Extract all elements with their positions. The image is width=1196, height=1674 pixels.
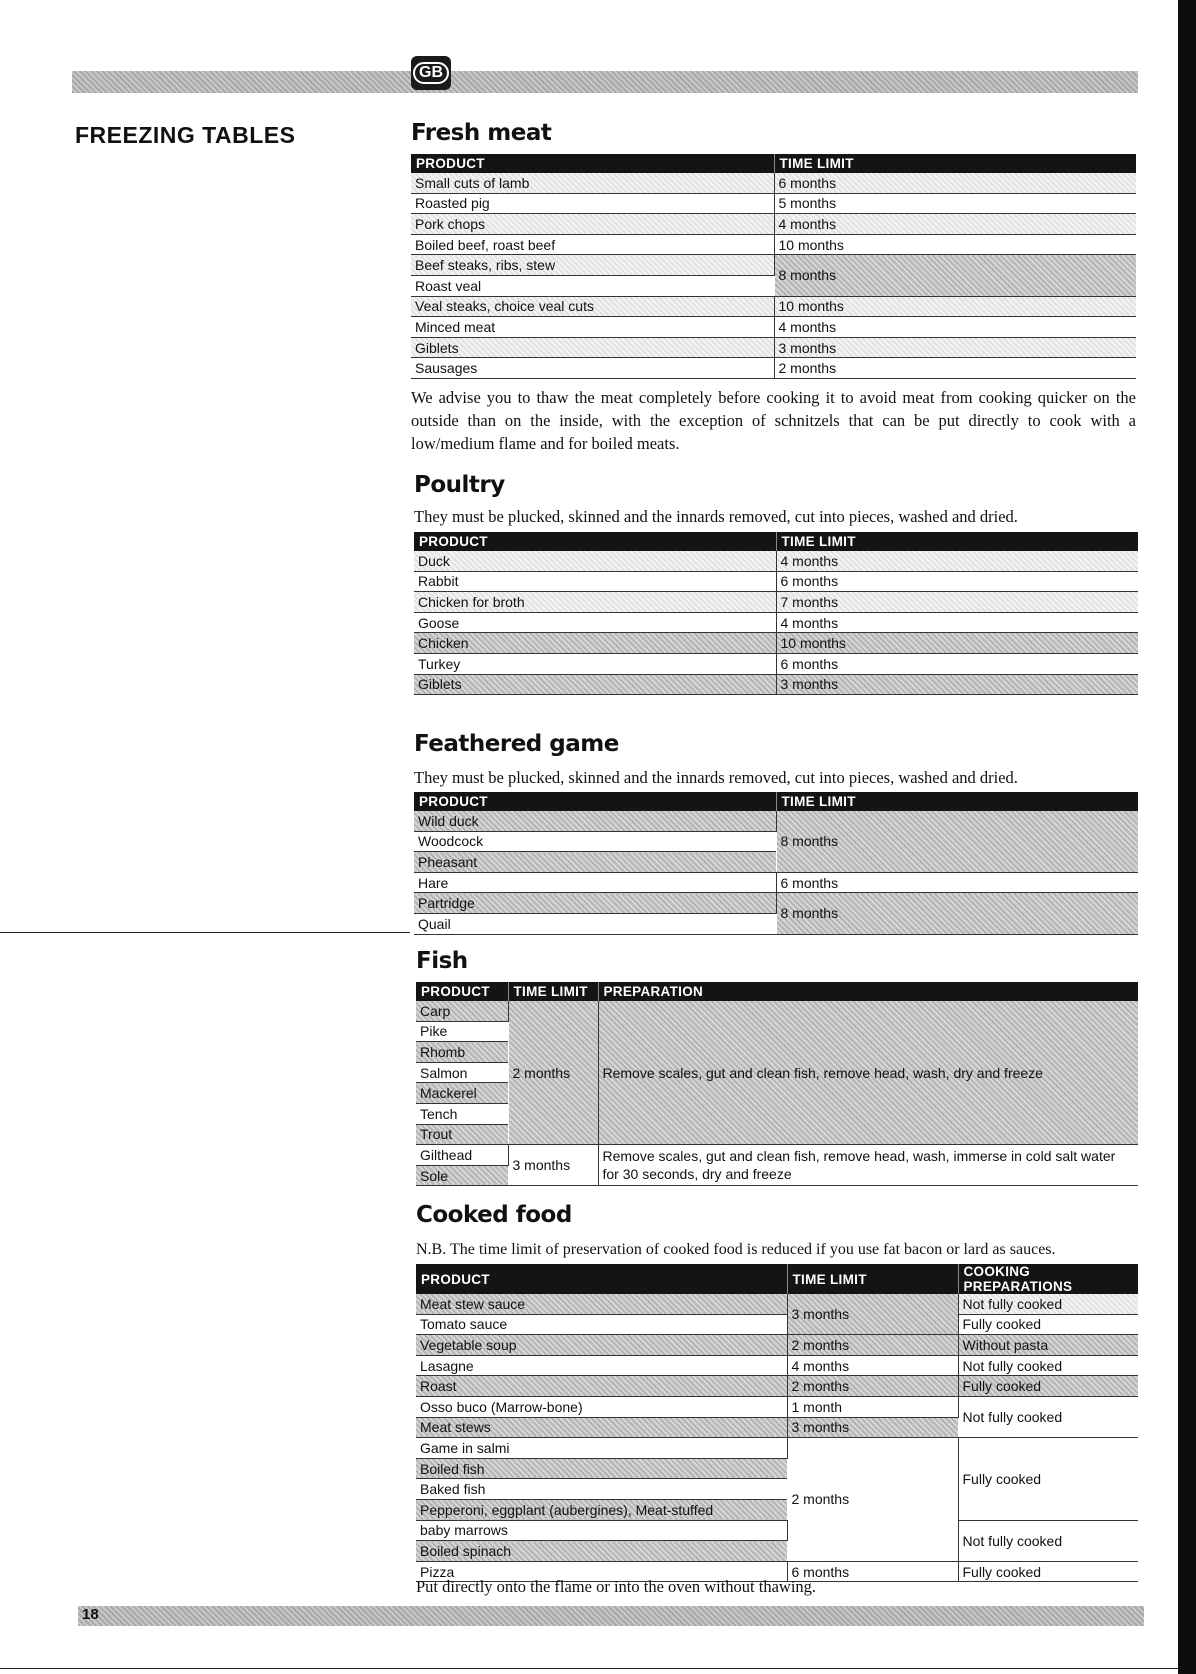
time-cell: 3 months bbox=[508, 1145, 598, 1186]
header-cell: TIME LIMIT bbox=[787, 1264, 958, 1294]
time-cell: 4 months bbox=[787, 1355, 958, 1376]
time-cell: 4 months bbox=[776, 612, 1138, 633]
time-cell: 2 months bbox=[787, 1376, 958, 1397]
product-cell: Pepperoni, eggplant (aubergines), Meat-stuffed bbox=[416, 1499, 787, 1520]
feathered-game-table bbox=[414, 792, 1138, 935]
product-cell: Pork chops bbox=[411, 214, 774, 235]
time-cell: 8 months bbox=[776, 811, 1138, 872]
product-cell: Giblets bbox=[414, 674, 776, 695]
product-cell: Woodcock bbox=[414, 831, 776, 852]
bottom-rule bbox=[0, 1668, 1178, 1669]
cooked-food-intro: N.B. The time limit of preservation of cooked food is reduced if you use fat bacon or lard as sauces. bbox=[416, 1241, 1056, 1258]
fresh-meat-title: Fresh meat bbox=[411, 120, 552, 146]
product-cell: Quail bbox=[414, 913, 776, 934]
fresh-meat-note: We advise you to thaw the meat completely before cooking it to avoid meat from cooking quicker on the outside than on the inside, with the exception of schnitzels that can be put directly to cook with a low/medium flame and for boiled meats. bbox=[411, 388, 1136, 453]
time-cell: 8 months bbox=[774, 255, 1136, 296]
cooked-food-table bbox=[416, 1264, 1138, 1582]
time-cell: 2 months bbox=[774, 358, 1136, 379]
prep-cell: Fully cooked bbox=[958, 1561, 1138, 1582]
poultry-intro: They must be plucked, skinned and the innards removed, cut into pieces, washed and dried. bbox=[414, 507, 1018, 526]
time-cell: 10 months bbox=[776, 633, 1138, 654]
time-cell: 10 months bbox=[774, 234, 1136, 255]
product-cell: Sausages bbox=[411, 358, 774, 379]
product-cell: Trout bbox=[416, 1124, 508, 1145]
time-cell: 4 months bbox=[774, 214, 1136, 235]
product-cell: Chicken for broth bbox=[414, 592, 776, 613]
horizontal-rule bbox=[0, 932, 410, 933]
time-cell: 6 months bbox=[774, 173, 1136, 193]
product-cell: Partridge bbox=[414, 893, 776, 914]
product-cell: Mackerel bbox=[416, 1083, 508, 1104]
time-cell: 6 months bbox=[787, 1561, 958, 1582]
feathered-game-intro: They must be plucked, skinned and the innards removed, cut into pieces, washed and dried. bbox=[414, 768, 1018, 787]
side-title: FREEZING TABLES bbox=[75, 122, 296, 148]
product-cell: Sole bbox=[416, 1165, 508, 1186]
cooked-food-title: Cooked food bbox=[416, 1202, 572, 1228]
product-cell: Minced meat bbox=[411, 317, 774, 338]
fish-table bbox=[416, 982, 1138, 1186]
header-cell: TIME LIMIT bbox=[774, 154, 1136, 173]
product-cell: Tench bbox=[416, 1103, 508, 1124]
header-cell: TIME LIMIT bbox=[776, 532, 1138, 551]
product-cell: Boiled spinach bbox=[416, 1541, 787, 1562]
header-bar bbox=[72, 71, 1138, 93]
product-cell: Veal steaks, choice veal cuts bbox=[411, 296, 774, 317]
product-cell: Tomato sauce bbox=[416, 1314, 787, 1335]
preparation-cell: Remove scales, gut and clean fish, remove head, wash, immerse in cold salt water for 30 seconds, dry and freeze bbox=[598, 1145, 1138, 1186]
cooked-food-footer: Put directly onto the flame or into the oven without thawing. bbox=[416, 1577, 817, 1596]
time-cell: 2 months bbox=[787, 1438, 958, 1562]
prep-cell: Fully cooked bbox=[958, 1376, 1138, 1397]
product-cell: Giblets bbox=[411, 337, 774, 358]
product-cell: baby marrows bbox=[416, 1520, 787, 1541]
feathered-game-title: Feathered game bbox=[414, 731, 619, 757]
time-cell: 8 months bbox=[776, 893, 1138, 934]
time-cell: 5 months bbox=[774, 193, 1136, 214]
prep-cell: Fully cooked bbox=[958, 1314, 1138, 1335]
header-cell: TIME LIMIT bbox=[508, 982, 598, 1001]
time-cell: 4 months bbox=[776, 551, 1138, 571]
footer-bar bbox=[78, 1606, 1144, 1626]
preparation-cell: Remove scales, gut and clean fish, remove head, wash, dry and freeze bbox=[598, 1001, 1138, 1145]
fresh-meat-table bbox=[411, 154, 1136, 379]
time-cell: 3 months bbox=[776, 674, 1138, 695]
product-cell: Roast bbox=[416, 1376, 787, 1397]
prep-cell: Not fully cooked bbox=[958, 1294, 1138, 1314]
product-cell: Hare bbox=[414, 872, 776, 893]
time-cell: 10 months bbox=[774, 296, 1136, 317]
prep-cell: Not fully cooked bbox=[958, 1396, 1138, 1437]
product-cell: Boiled fish bbox=[416, 1458, 787, 1479]
time-cell: 6 months bbox=[776, 571, 1138, 592]
product-cell: Pizza bbox=[416, 1561, 787, 1582]
product-cell: Gilthead bbox=[416, 1145, 508, 1166]
language-badge: GB bbox=[411, 56, 451, 90]
prep-cell: Fully cooked bbox=[958, 1438, 1138, 1520]
time-cell: 6 months bbox=[776, 872, 1138, 893]
header-cell: PREPARATION bbox=[598, 982, 1138, 1001]
product-cell: Roast veal bbox=[411, 275, 774, 296]
product-cell: Rhomb bbox=[416, 1042, 508, 1063]
header-cell: PRODUCT bbox=[416, 1264, 787, 1294]
product-cell: Vegetable soup bbox=[416, 1335, 787, 1356]
product-cell: Meat stews bbox=[416, 1417, 787, 1438]
poultry-title: Poultry bbox=[414, 472, 505, 498]
page-edge-bar bbox=[1178, 0, 1196, 1674]
product-cell: Roasted pig bbox=[411, 193, 774, 214]
product-cell: Osso buco (Marrow-bone) bbox=[416, 1396, 787, 1417]
product-cell: Carp bbox=[416, 1001, 508, 1021]
prep-cell: Not fully cooked bbox=[958, 1355, 1138, 1376]
poultry-table bbox=[414, 532, 1138, 695]
product-cell: Lasagne bbox=[416, 1355, 787, 1376]
product-cell: Small cuts of lamb bbox=[411, 173, 774, 193]
product-cell: Goose bbox=[414, 612, 776, 633]
product-cell: Duck bbox=[414, 551, 776, 571]
product-cell: Chicken bbox=[414, 633, 776, 654]
product-cell: Turkey bbox=[414, 653, 776, 674]
prep-cell: Without pasta bbox=[958, 1335, 1138, 1356]
header-cell: COOKING PREPARATIONS bbox=[958, 1264, 1138, 1294]
product-cell: Pike bbox=[416, 1021, 508, 1042]
time-cell: 3 months bbox=[774, 337, 1136, 358]
time-cell: 7 months bbox=[776, 592, 1138, 613]
fish-title: Fish bbox=[416, 948, 468, 974]
product-cell: Rabbit bbox=[414, 571, 776, 592]
product-cell: Boiled beef, roast beef bbox=[411, 234, 774, 255]
product-cell: Pheasant bbox=[414, 852, 776, 873]
header-cell: PRODUCT bbox=[414, 532, 776, 551]
time-cell: 1 month bbox=[787, 1396, 958, 1417]
product-cell: Meat stew sauce bbox=[416, 1294, 787, 1314]
time-cell: 2 months bbox=[787, 1335, 958, 1356]
time-cell: 2 months bbox=[508, 1001, 598, 1145]
time-cell: 6 months bbox=[776, 653, 1138, 674]
product-cell: Beef steaks, ribs, stew bbox=[411, 255, 774, 276]
product-cell: Baked fish bbox=[416, 1479, 787, 1500]
header-cell: PRODUCT bbox=[411, 154, 774, 173]
prep-cell: Not fully cooked bbox=[958, 1520, 1138, 1561]
header-cell: TIME LIMIT bbox=[776, 792, 1138, 811]
product-cell: Wild duck bbox=[414, 811, 776, 831]
time-cell: 3 months bbox=[787, 1294, 958, 1335]
time-cell: 4 months bbox=[774, 317, 1136, 338]
header-cell: PRODUCT bbox=[416, 982, 508, 1001]
page-number: 18 bbox=[82, 1606, 99, 1623]
product-cell: Salmon bbox=[416, 1062, 508, 1083]
time-cell: 3 months bbox=[787, 1417, 958, 1438]
product-cell: Game in salmi bbox=[416, 1438, 787, 1459]
header-cell: PRODUCT bbox=[414, 792, 776, 811]
